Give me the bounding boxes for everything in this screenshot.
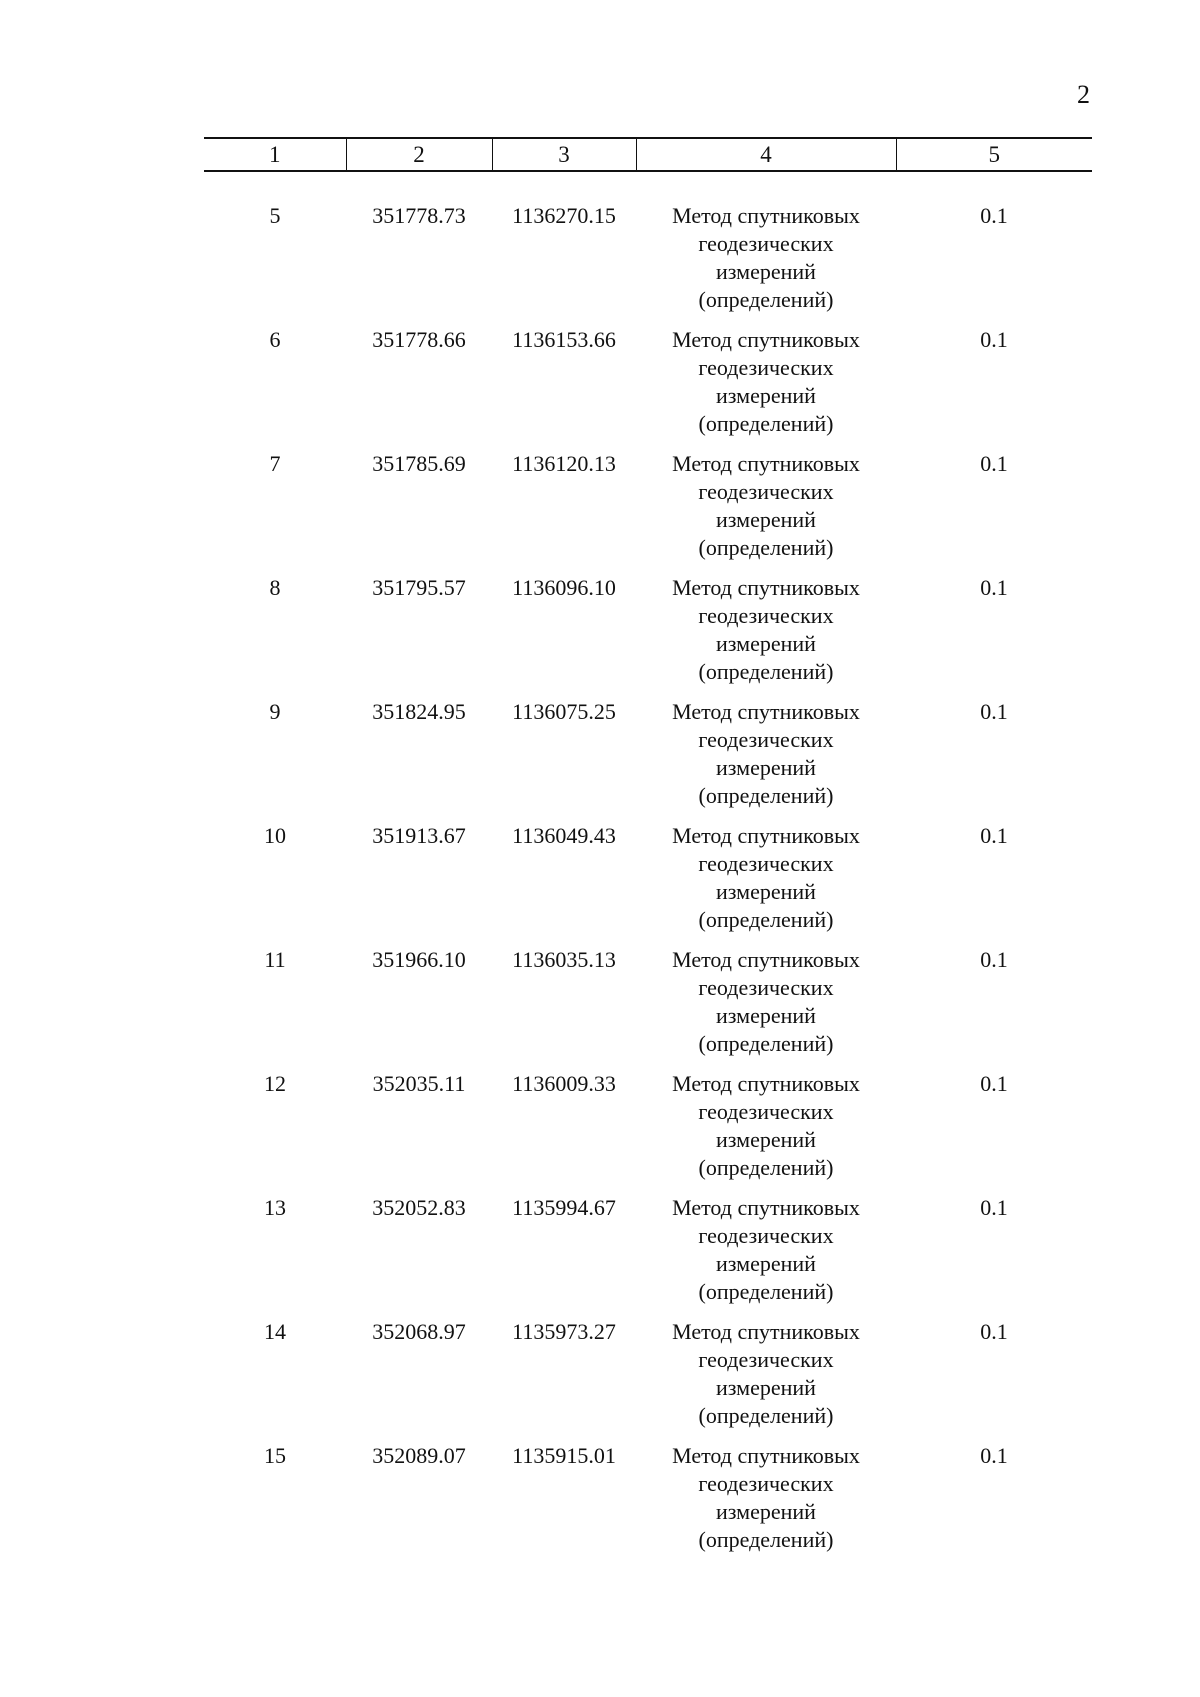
method-cell bbox=[636, 698, 896, 822]
method-line: измерений bbox=[716, 507, 816, 532]
point-number-cell: 6 bbox=[269, 327, 281, 352]
method-cell bbox=[636, 1318, 896, 1442]
x-coordinate-cell: 351913.67 bbox=[372, 823, 466, 848]
accuracy-cell: 0.1 bbox=[980, 451, 1008, 476]
method-line: геодезических bbox=[698, 1223, 834, 1248]
method-cell bbox=[636, 326, 896, 450]
table-header-row bbox=[204, 138, 1092, 171]
method-line: геодезических bbox=[698, 231, 834, 256]
y-coordinate-cell: 1136035.13 bbox=[512, 947, 616, 972]
x-coordinate-cell: 352089.07 bbox=[372, 1443, 466, 1468]
y-coordinate-cell: 1136120.13 bbox=[512, 451, 616, 476]
method-line: измерений bbox=[716, 755, 816, 780]
column-header-1: 1 bbox=[204, 138, 346, 171]
method-line: измерений bbox=[716, 879, 816, 904]
method-line: (определений) bbox=[698, 535, 834, 560]
y-coordinate-cell: 1136270.15 bbox=[512, 203, 616, 228]
accuracy-cell: 0.1 bbox=[980, 699, 1008, 724]
table-row bbox=[204, 946, 1092, 1070]
method-line: Метод спутниковых bbox=[672, 575, 860, 600]
method-line: измерений bbox=[716, 1499, 816, 1524]
method-line: Метод спутниковых bbox=[672, 203, 860, 228]
method-cell bbox=[636, 1070, 896, 1194]
method-line: (определений) bbox=[698, 907, 834, 932]
x-coordinate-cell: 351795.57 bbox=[372, 575, 466, 600]
table-row bbox=[204, 822, 1092, 946]
method-cell bbox=[636, 946, 896, 1070]
column-header-2: 2 bbox=[346, 138, 492, 171]
method-line: измерений bbox=[716, 631, 816, 656]
column-header-3: 3 bbox=[492, 138, 636, 171]
table-row bbox=[204, 1442, 1092, 1566]
method-cell bbox=[636, 1442, 896, 1566]
method-line: измерений bbox=[716, 1003, 816, 1028]
method-line: измерений bbox=[716, 1127, 816, 1152]
method-line: Метод спутниковых bbox=[672, 947, 860, 972]
table-row bbox=[204, 1070, 1092, 1194]
table-spacer bbox=[204, 171, 1092, 202]
point-number-cell: 5 bbox=[269, 203, 281, 228]
y-coordinate-cell: 1135915.01 bbox=[512, 1443, 616, 1468]
coordinates-table bbox=[204, 137, 1092, 1566]
method-line: Метод спутниковых bbox=[672, 451, 860, 476]
accuracy-cell: 0.1 bbox=[980, 327, 1008, 352]
accuracy-cell: 0.1 bbox=[980, 1319, 1008, 1344]
method-line: геодезических bbox=[698, 1347, 834, 1372]
x-coordinate-cell: 351966.10 bbox=[372, 947, 466, 972]
method-cell bbox=[636, 822, 896, 946]
x-coordinate-cell: 351824.95 bbox=[372, 699, 466, 724]
method-line: измерений bbox=[716, 259, 816, 284]
table-row bbox=[204, 1194, 1092, 1318]
accuracy-cell: 0.1 bbox=[980, 947, 1008, 972]
y-coordinate-cell: 1135973.27 bbox=[512, 1319, 616, 1344]
accuracy-cell: 0.1 bbox=[980, 575, 1008, 600]
point-number-cell: 15 bbox=[264, 1443, 286, 1468]
point-number-cell: 13 bbox=[264, 1195, 286, 1220]
method-line: геодезических bbox=[698, 355, 834, 380]
x-coordinate-cell: 351785.69 bbox=[372, 451, 466, 476]
method-line: Метод спутниковых bbox=[672, 699, 860, 724]
x-coordinate-cell: 351778.73 bbox=[372, 203, 466, 228]
method-line: (определений) bbox=[698, 659, 834, 684]
method-line: (определений) bbox=[698, 1527, 834, 1552]
page-number: 2 bbox=[1077, 80, 1090, 109]
method-line: (определений) bbox=[698, 1155, 834, 1180]
method-line: измерений bbox=[716, 383, 816, 408]
accuracy-cell: 0.1 bbox=[980, 823, 1008, 848]
point-number-cell: 10 bbox=[264, 823, 286, 848]
column-header-5: 5 bbox=[896, 138, 1092, 171]
method-cell bbox=[636, 450, 896, 574]
method-cell bbox=[636, 1194, 896, 1318]
accuracy-cell: 0.1 bbox=[980, 203, 1008, 228]
method-line: измерений bbox=[716, 1251, 816, 1276]
accuracy-cell: 0.1 bbox=[980, 1071, 1008, 1096]
point-number-cell: 11 bbox=[264, 947, 286, 972]
x-coordinate-cell: 352052.83 bbox=[372, 1195, 466, 1220]
method-line: Метод спутниковых bbox=[672, 1195, 860, 1220]
method-line: геодезических bbox=[698, 975, 834, 1000]
accuracy-cell: 0.1 bbox=[980, 1195, 1008, 1220]
method-line: геодезических bbox=[698, 479, 834, 504]
method-line: Метод спутниковых bbox=[672, 823, 860, 848]
table-row bbox=[204, 202, 1092, 326]
y-coordinate-cell: 1136153.66 bbox=[512, 327, 616, 352]
table-row bbox=[204, 1318, 1092, 1442]
method-line: (определений) bbox=[698, 1031, 834, 1056]
method-cell bbox=[636, 202, 896, 326]
method-line: измерений bbox=[716, 1375, 816, 1400]
accuracy-cell: 0.1 bbox=[980, 1443, 1008, 1468]
x-coordinate-cell: 351778.66 bbox=[372, 327, 466, 352]
method-line: Метод спутниковых bbox=[672, 327, 860, 352]
method-line: геодезических bbox=[698, 603, 834, 628]
y-coordinate-cell: 1136075.25 bbox=[512, 699, 616, 724]
method-line: (определений) bbox=[698, 1403, 834, 1428]
method-line: геодезических bbox=[698, 851, 834, 876]
method-line: Метод спутниковых bbox=[672, 1319, 860, 1344]
method-line: геодезических bbox=[698, 1099, 834, 1124]
method-line: геодезических bbox=[698, 1471, 834, 1496]
table-body bbox=[204, 171, 1092, 1566]
x-coordinate-cell: 352068.97 bbox=[372, 1319, 466, 1344]
y-coordinate-cell: 1135994.67 bbox=[512, 1195, 616, 1220]
table-row bbox=[204, 574, 1092, 698]
method-line: (определений) bbox=[698, 287, 834, 312]
point-number-cell: 7 bbox=[269, 451, 281, 476]
method-line: (определений) bbox=[698, 783, 834, 808]
y-coordinate-cell: 1136009.33 bbox=[512, 1071, 616, 1096]
method-line: Метод спутниковых bbox=[672, 1071, 860, 1096]
table-row bbox=[204, 326, 1092, 450]
y-coordinate-cell: 1136096.10 bbox=[512, 575, 616, 600]
point-number-cell: 12 bbox=[264, 1071, 286, 1096]
column-header-4: 4 bbox=[636, 138, 896, 171]
y-coordinate-cell: 1136049.43 bbox=[512, 823, 616, 848]
point-number-cell: 14 bbox=[264, 1319, 286, 1344]
method-line: (определений) bbox=[698, 411, 834, 436]
x-coordinate-cell: 352035.11 bbox=[372, 1071, 466, 1096]
method-line: (определений) bbox=[698, 1279, 834, 1304]
method-cell bbox=[636, 574, 896, 698]
table-row bbox=[204, 698, 1092, 822]
point-number-cell: 8 bbox=[269, 575, 281, 600]
method-line: геодезических bbox=[698, 727, 834, 752]
method-line: Метод спутниковых bbox=[672, 1443, 860, 1468]
table-row bbox=[204, 450, 1092, 574]
point-number-cell: 9 bbox=[269, 699, 281, 724]
